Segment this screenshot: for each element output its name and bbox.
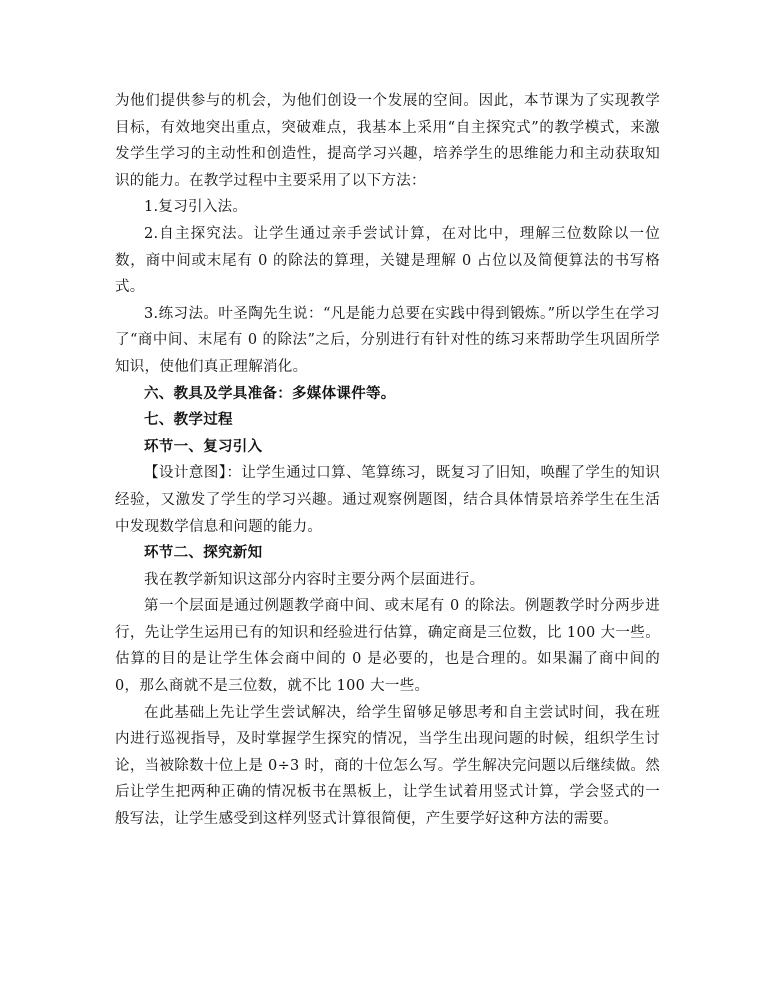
document-body bbox=[115, 88, 660, 833]
paragraph-trial-solve: 在此基础上先让学生尝试解决，给学生留够足够思考和自主尝试时间，我在班内进行巡视指导，及时掌握学生探究的情况，当学生出现问题的时候，组织学生讨论，当被除数十位上是 0÷3 时，商的十位怎么写。学生解决完问题以后继续做。然后让学生把两种正确的情况板书在黑板上，让学生试着用竖式计算，学会竖式的一般写法，让学生感受到这样列竖式计算很简便，产生要学好这种方法的需要。 bbox=[115, 704, 660, 828]
section-heading-tools: 六、教具及学具准备：多媒体课件等。 bbox=[144, 384, 396, 402]
method-practice: 3.练习法。叶圣陶先生说：“凡是能力总要在实践中得到锻炼。”所以学生在学习了“商中间、末尾有 0 的除法”之后，分别进行有针对性的练习来帮助学生巩固所学知识，使他们真正理解消化。 bbox=[115, 305, 660, 375]
method-explore: 2.自主探究法。让学生通过亲手尝试计算，在对比中，理解三位数除以一位数，商中间或末尾有 0 的除法的算理，关键是理解 0 占位以及简便算法的书写格式。 bbox=[115, 225, 660, 296]
paragraph-two-levels: 我在教学新知识这部分内容时主要分两个层面进行。 bbox=[144, 571, 485, 588]
subsection-heading-review: 环节一、复习引入 bbox=[144, 437, 263, 455]
paragraph-intro: 为他们提供参与的机会，为他们创设一个发展的空间。因此，本节课为了实现教学目标，有效地突出重点，突破难点，我基本上采用“自主探究式”的教学模式，来激发学生学习的主动性和创造性，提高学习兴趣，培养学生的思维能力和主动获取知识的能力。在教学过程中主要采用了以下方法： bbox=[115, 93, 660, 189]
paragraph-first-level: 第一个层面是通过例题教学商中间、或末尾有 0 的除法。例题教学时分两步进行，先让学生运用已有的知识和经验进行估算，确定商是三位数，比 100 大一些。估算的目的是让学生体会商中间的 0 是必要的，也是合理的。如果漏了商中间的 0，那么商就不是三位数，就不比 100 大一些。 bbox=[115, 598, 660, 695]
paragraph-design-intent: 【设计意图】：让学生通过口算、笔算练习，既复习了旧知，唤醒了学生的知识经验，又激发了学生的学习兴趣。通过观察例题图，结合具体情景培养学生在生活中发现数学信息和问题的能力。 bbox=[115, 465, 660, 535]
section-heading-process: 七、教学过程 bbox=[144, 411, 233, 429]
subsection-heading-explore: 环节二、探究新知 bbox=[144, 544, 263, 562]
method-review: 1.复习引入法。 bbox=[144, 199, 248, 216]
